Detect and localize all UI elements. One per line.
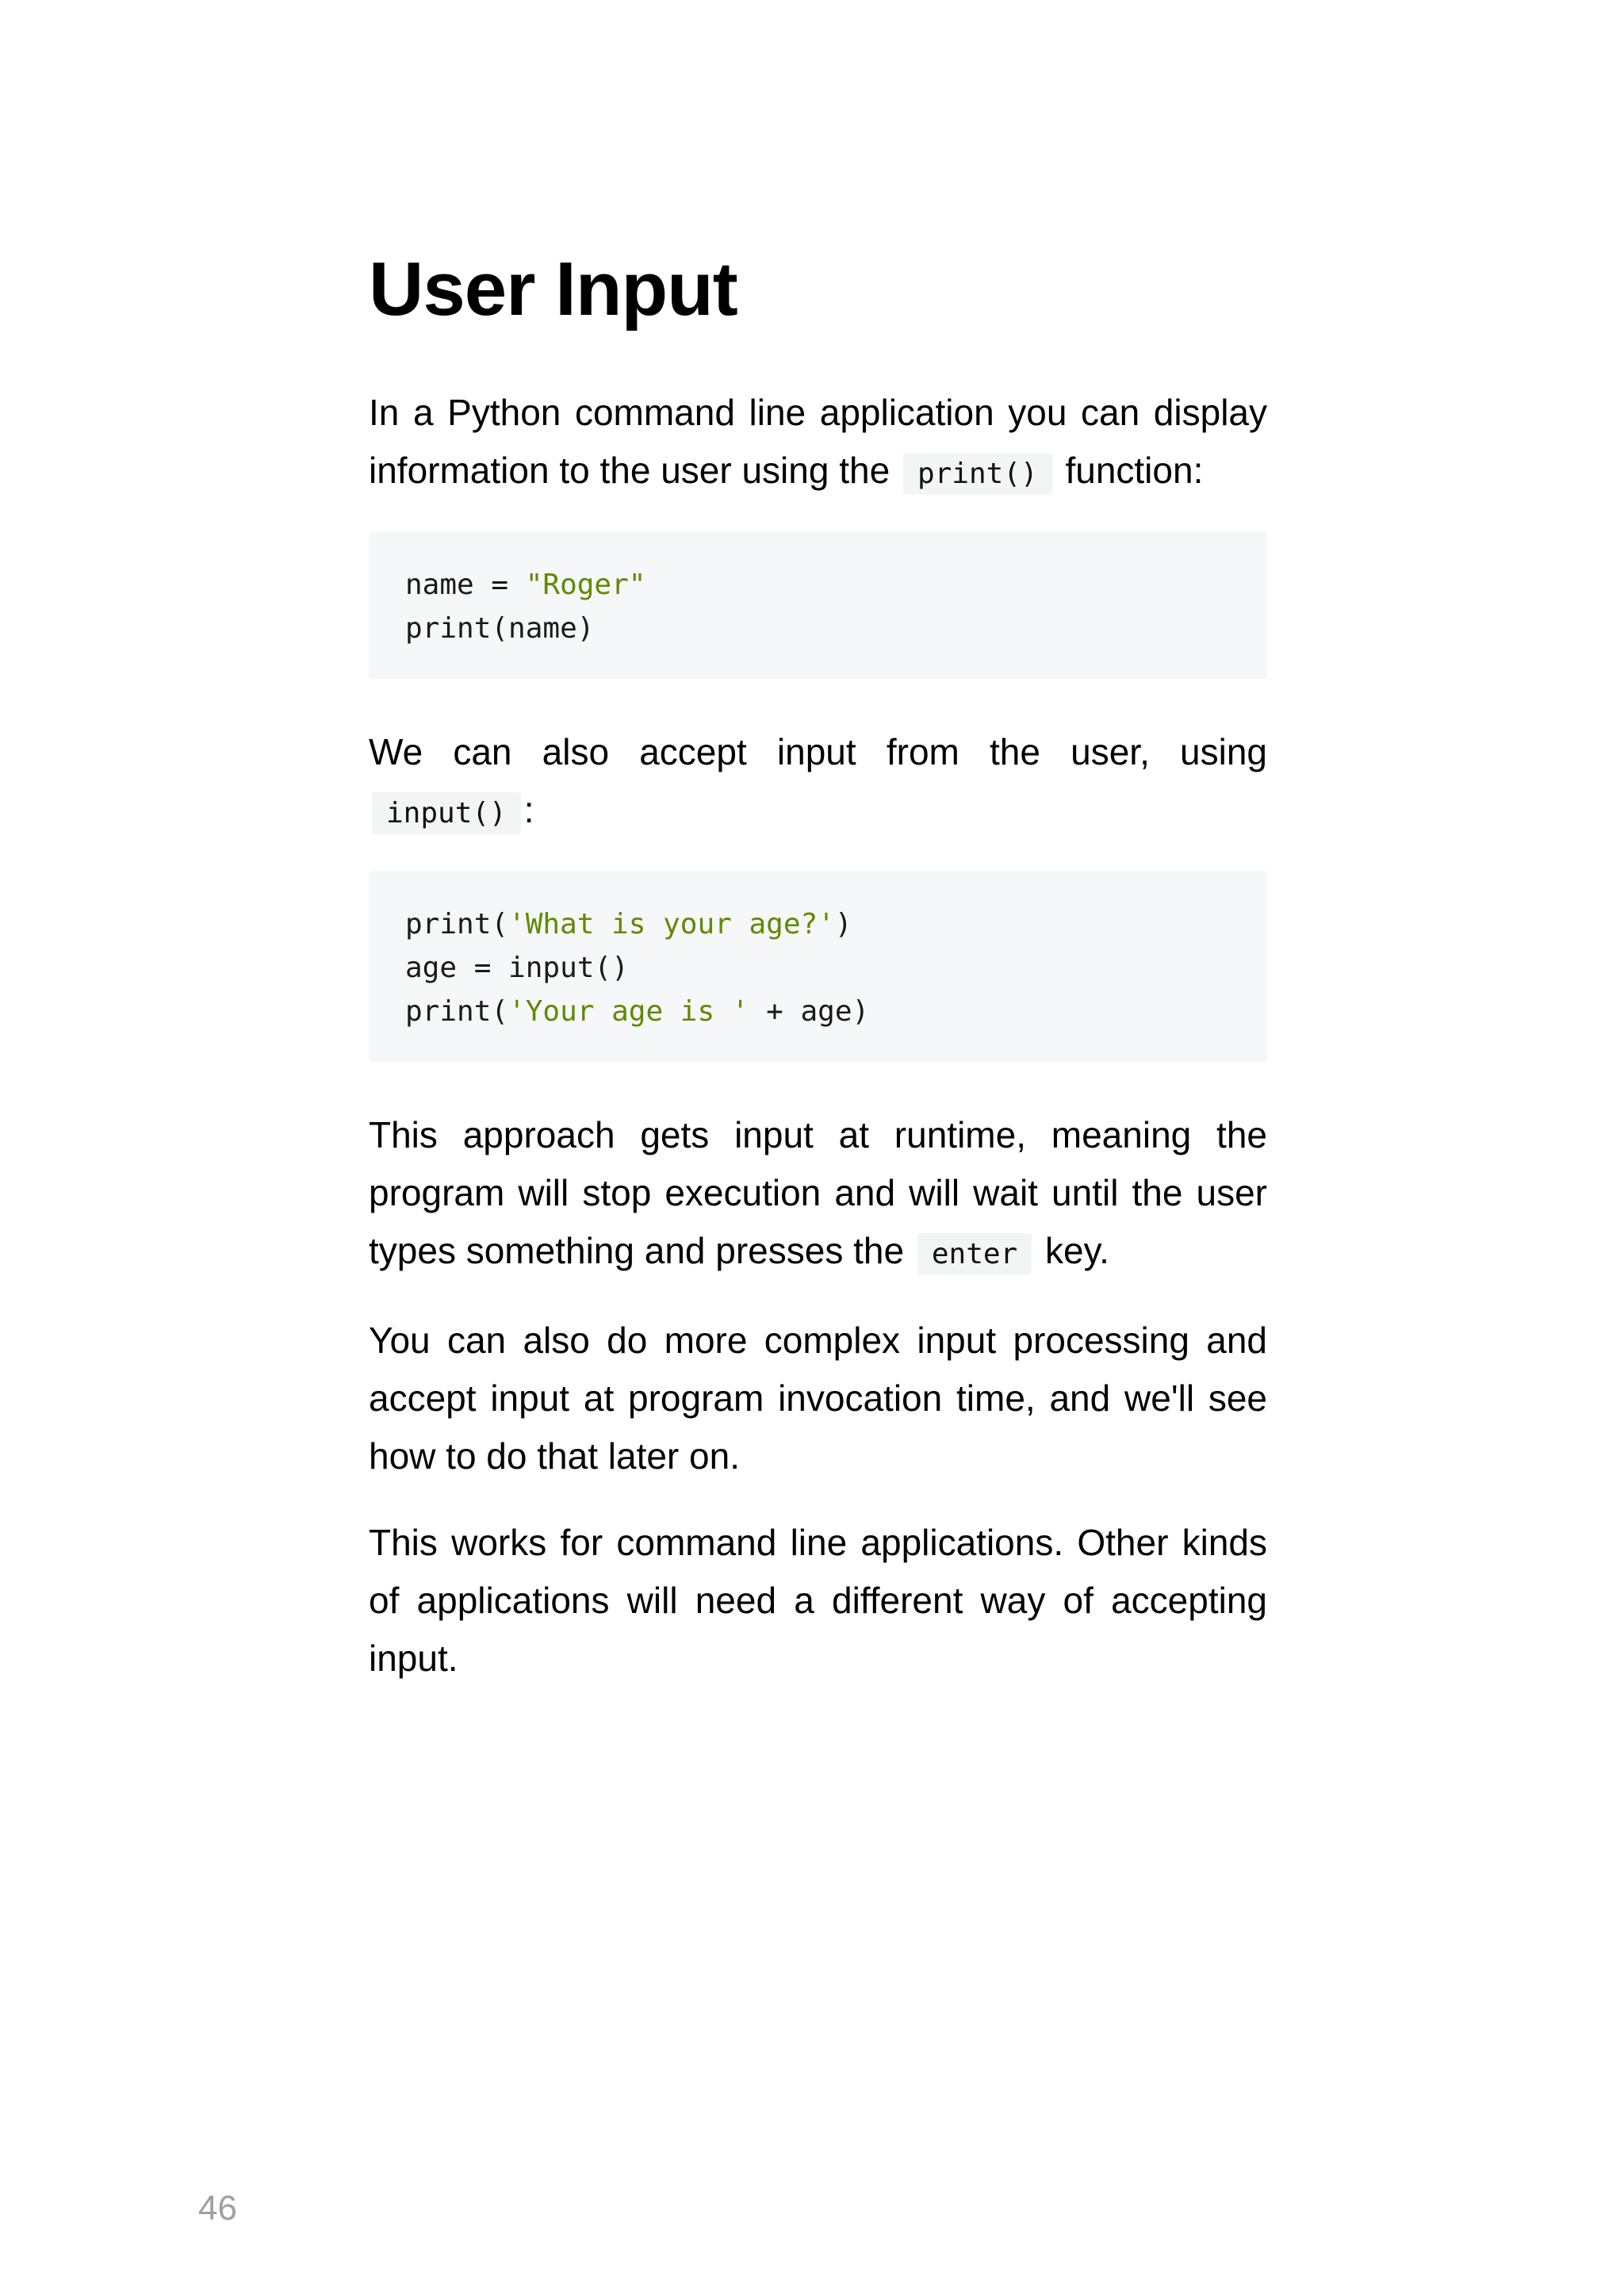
code-token: ) (834, 908, 852, 941)
paragraph-runtime (369, 1106, 1267, 1283)
paragraph-input-intro (369, 723, 1267, 842)
code-string-literal: 'Your age is ' (508, 995, 749, 1028)
paragraph-complex-input: You can also do more complex input processing and accept input at program invocation time, and we'll see how to do that later on. (369, 1320, 1267, 1477)
paragraph-text: This approach gets input at runtime, meaning the program will stop execution and will wait until the user types something and presses the (369, 1114, 1267, 1271)
code-line: age = input() (405, 952, 629, 984)
paragraph-text: function: (1065, 450, 1204, 491)
paragraph-text: In a Python command line application you can display information to the user using the (369, 392, 1267, 491)
code-string-literal: 'What is your age?' (508, 908, 835, 941)
paragraph-other-apps: This works for command line applications. Other kinds of applications will need a different way of accepting input. (369, 1522, 1267, 1679)
code-token: + age) (749, 995, 870, 1028)
paragraph-text: : (523, 789, 534, 830)
paragraph-print-intro (369, 384, 1267, 503)
code-line (405, 563, 1231, 607)
paragraph-text: We can also accept input from the user, using (369, 731, 1267, 772)
page-number: 46 (198, 2189, 237, 2228)
code-token: print( (405, 995, 509, 1028)
code-block-print-name (369, 531, 1267, 679)
code-line (405, 990, 1231, 1033)
page-content (369, 238, 1267, 1716)
code-line (405, 902, 1231, 946)
paragraph-text: key. (1045, 1230, 1109, 1271)
inline-code-input: input() (372, 792, 521, 834)
page-title: User Input (369, 247, 737, 331)
code-token: name = (405, 569, 526, 601)
code-line: print(name) (405, 612, 595, 645)
code-block-input-age (369, 871, 1267, 1062)
inline-code-print: print() (903, 453, 1052, 495)
code-token: print( (405, 908, 509, 941)
inline-code-enter: enter (917, 1233, 1032, 1275)
code-string-literal: "Roger" (525, 569, 646, 601)
